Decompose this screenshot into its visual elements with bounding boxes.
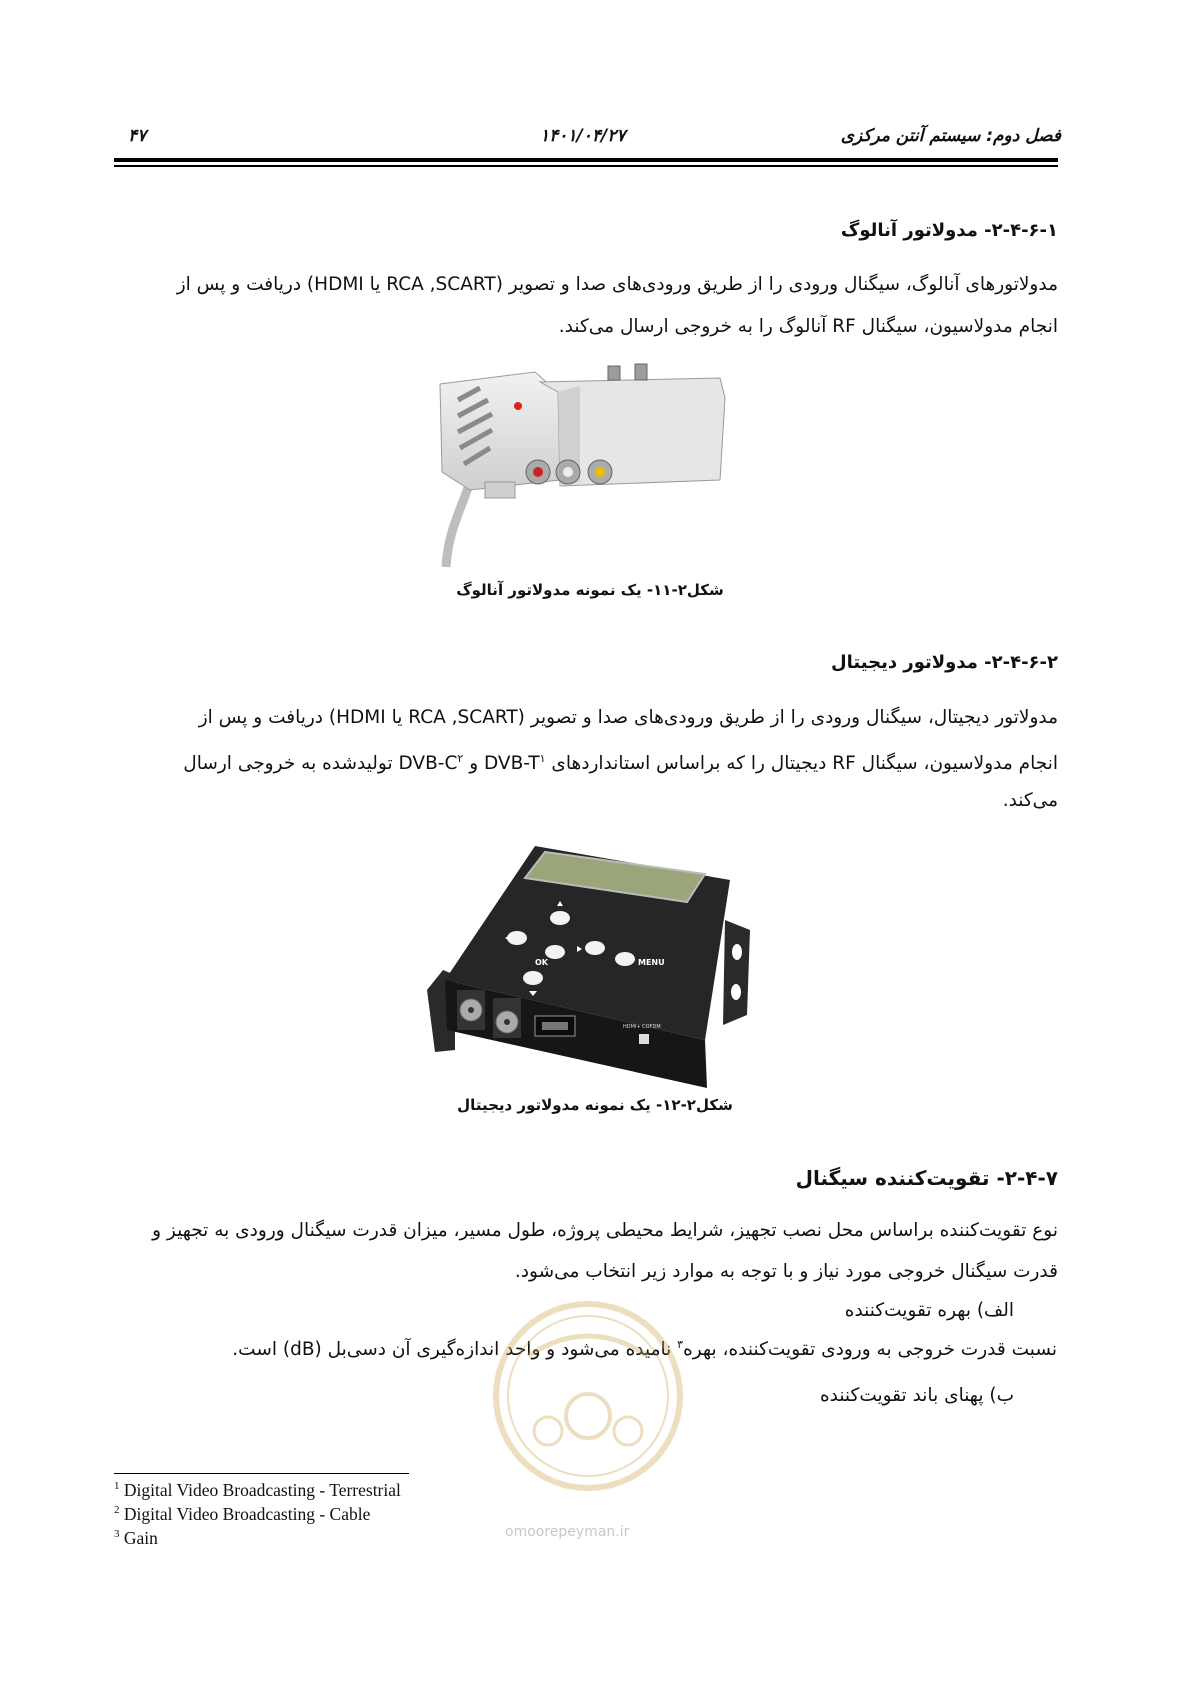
footnote-ref-1: ۱ [539, 752, 546, 765]
paragraph-line: مدولاتور دیجیتال، سیگنال ورودی را از طریق ورودی‌های صدا و تصویر (RCA ,SCART یا HDMI) دریافت و پس از [198, 707, 1058, 728]
page-number: ۴۷ [128, 126, 147, 146]
header-rule-thin [114, 165, 1058, 167]
text-run: و DVB-C [398, 753, 485, 775]
paragraph-line: نوع تقویت‌کننده براساس محل نصب تجهیز، شرایط محیطی پروژه، طول مسیر، میزان قدرت سیگنال ورودی به تجهیز و [152, 1220, 1058, 1241]
footnote-number: 1 [114, 1480, 120, 1493]
section-heading-signal-amplifier: ۲-۴-۷- تقویت‌کننده سیگنال [795, 1166, 1058, 1190]
footnote-3 [114, 1528, 158, 1549]
paragraph-line [114, 738, 1058, 785]
paragraph-line: می‌کند. [1002, 790, 1058, 811]
footnote-2 [114, 1504, 370, 1525]
model-label: HDMI+ COFDM [623, 1024, 661, 1030]
figure-caption-2-12: شکل۲-۱۲- یک نمونه مدولاتور دیجیتال [457, 1096, 733, 1114]
footnote-text: Digital Video Broadcasting - Terrestrial [123, 1480, 401, 1500]
watermark-url: omoorepeyman.ir [505, 1524, 630, 1540]
header-rule-thick [114, 158, 1058, 162]
menu-label: MENU [638, 958, 665, 967]
chapter-title: فصل دوم: سیستم آنتن مرکزی [840, 126, 1061, 146]
figure-caption-2-11: شکل۲-۱۱- یک نمونه مدولاتور آنالوگ [456, 581, 724, 599]
list-item-b: ب) پهنای باند تقویت‌کننده [819, 1385, 1014, 1406]
footnote-text: Digital Video Broadcasting - Cable [123, 1504, 371, 1524]
text-run: نسبت قدرت خروجی به ورودی تقویت‌کننده، بهره [683, 1339, 1057, 1361]
paragraph-line: قدرت سیگنال خروجی مورد نیاز و با توجه به موارد زیر انتخاب می‌شود. [514, 1261, 1058, 1282]
footnote-rule [114, 1473, 409, 1474]
section-heading-analog-modulator: ۲-۴-۶-۱- مدولاتور آنالوگ [840, 220, 1058, 241]
list-item-a: الف) بهره تقویت‌کننده [844, 1300, 1014, 1321]
ok-label: OK [535, 958, 548, 967]
analog-modulator-image [430, 362, 750, 574]
section-heading-digital-modulator: ۲-۴-۶-۲- مدولاتور دیجیتال [831, 652, 1058, 673]
footnote-ref-3: ۳ [677, 1338, 684, 1351]
text-run: نامیده می‌شود و واحد اندازه‌گیری آن دسی‌بل (dB) است. [232, 1339, 678, 1361]
footnote-text: Gain [123, 1528, 158, 1548]
footnote-number: 3 [114, 1528, 120, 1541]
footnote-1 [114, 1480, 401, 1501]
text-run: تولیدشده به خروجی ارسال [183, 753, 399, 775]
footnote-number: 2 [114, 1504, 120, 1517]
paragraph-line: مدولاتورهای آنالوگ، سیگنال ورودی را از طریق ورودی‌های صدا و تصویر (RCA ,SCART یا HDMI) دریافت و پس از [176, 274, 1058, 295]
paragraph-line: انجام مدولاسیون، سیگنال RF آنالوگ را به خروجی ارسال می‌کند. [558, 316, 1058, 337]
header-date: ۱۴۰۱/۰۴/۲۷ [540, 126, 626, 146]
watermark-logo [488, 1296, 688, 1496]
text-run: انجام مدولاسیون، سیگنال RF دیجیتال را که براساس استانداردهای DVB-T [484, 753, 1058, 775]
digital-modulator-image [425, 840, 755, 1090]
footnote-ref-2: ۲ [457, 752, 464, 765]
